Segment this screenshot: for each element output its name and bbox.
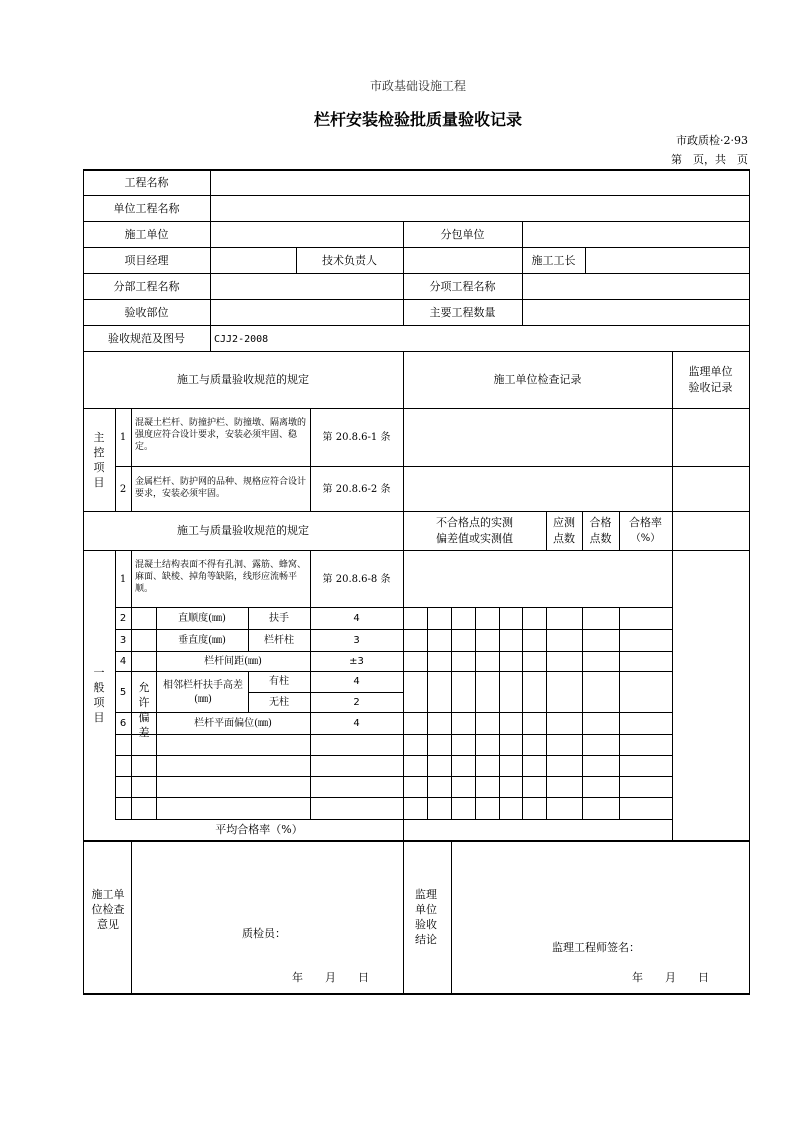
supervisor-header-1: 监理单位: [688, 365, 733, 378]
should-measure-header-2: 点数: [553, 532, 575, 545]
general-item-1-no: 1: [119, 574, 127, 585]
general-row-6-value: 4: [353, 718, 360, 729]
general-row-5-no: 5: [119, 687, 127, 698]
general-row-5-value-a: 4: [353, 676, 360, 687]
general-row-4-value: ±3: [349, 656, 364, 667]
acceptance-part-label: 验收部位: [124, 306, 169, 319]
pass-rate-header-2: （%）: [630, 533, 661, 544]
project-name-label: 工程名称: [124, 176, 169, 189]
general-row-4-no: 4: [119, 656, 127, 667]
general-row-2-no: 2: [119, 613, 127, 624]
unit-project-label: 单位工程名称: [113, 202, 180, 215]
general-row-6-name: 栏杆平面偏位(㎜): [194, 718, 272, 729]
form-code: 市政质检·2·93: [676, 134, 748, 147]
inspector-label: 质检员：: [242, 927, 286, 940]
should-measure-header-1: 应测: [553, 516, 575, 529]
measured-header-2: 偏差值或实测值: [436, 532, 513, 545]
general-row-3-name: 垂直度(㎜): [178, 635, 226, 646]
general-row-4-name: 栏杆间距(㎜): [204, 656, 262, 667]
general-row-5-value-b: 2: [353, 697, 360, 708]
foreman-label: 施工工长: [531, 254, 576, 267]
document-title: 栏杆安装检验批质量验收记录: [313, 110, 522, 129]
standard-value: CJJ2-2008: [214, 334, 269, 345]
general-row-2-value: 4: [353, 613, 360, 624]
tech-lead-label: 技术负责人: [322, 254, 377, 267]
standard-label: 验收规范及图号: [108, 332, 185, 345]
division-label: 分部工程名称: [113, 280, 180, 293]
date-right: 年 月 日: [632, 971, 709, 984]
subcontractor-label: 分包单位: [440, 228, 485, 241]
general-row-2-sub: 扶手: [269, 613, 289, 624]
supervisor-header-2: 验收记录: [688, 381, 733, 394]
general-row-3-no: 3: [119, 635, 127, 646]
general-row-2-name: 直顺度(㎜): [178, 613, 226, 624]
engineer-signature-label: 监理工程师签名：: [552, 941, 640, 954]
general-row-5-sub-b: 无柱: [269, 697, 289, 708]
contractor-opinion-label: 施工单位检查意见: [91, 888, 125, 931]
main-item-1-ref: 第 20.8.6-1 条: [322, 432, 391, 443]
average-pass-rate-label: 平均合格率（%）: [215, 823, 303, 836]
org-name: 市政基础设施工程: [369, 79, 466, 93]
project-manager-label: 项目经理: [124, 254, 169, 267]
main-item-2-desc: 金属栏杆、防护网的品种、规格应符合设计要求，安装必须牢固。: [135, 477, 307, 499]
main-item-1-desc: 混凝土栏杆、防撞护栏、防撞墩、隔离墩的强度应符合设计要求，安装必须牢固、稳定。: [135, 418, 307, 452]
general-row-3-value: 3: [353, 635, 360, 646]
measured-header-1: 不合格点的实测: [436, 516, 513, 529]
subitem-label: 分项工程名称: [429, 280, 496, 293]
pass-points-header-2: 点数: [589, 532, 612, 545]
pass-points-header-1: 合格: [589, 516, 612, 529]
general-row-5-sub-a: 有柱: [269, 676, 289, 687]
main-item-2-no: 2: [119, 484, 127, 495]
general-item-1-ref: 第 20.8.6-8 条: [322, 574, 391, 585]
page-number: 第 页，共 页: [671, 153, 748, 166]
record-header: 施工单位检查记录: [493, 373, 582, 386]
general-row-3-sub: 栏杆柱: [264, 635, 294, 646]
date-left: 年 月 日: [292, 971, 369, 984]
spec-header: 施工与质量验收规范的规定: [177, 373, 309, 386]
main-quantity-label: 主要工程数量: [429, 306, 496, 319]
tolerance-label: 允许偏差: [138, 681, 150, 739]
general-item-1-desc: 混凝土结构表面不得有孔洞、露筋、蜂窝、麻面、缺棱、掉角等缺陷，线形应流畅平顺。: [135, 560, 307, 594]
main-item-2-ref: 第 20.8.6-2 条: [322, 484, 391, 495]
general-row-5-name: 相邻栏杆扶手高差(㎜): [163, 680, 243, 705]
main-control-group-label: 主控项目: [93, 431, 105, 489]
pass-rate-header-1: 合格率: [629, 516, 662, 529]
general-group-label: 一般项目: [93, 666, 105, 724]
general-spec-header: 施工与质量验收规范的规定: [177, 524, 309, 537]
supervisor-conclusion-label: 监理单位验收结论: [415, 888, 437, 946]
main-item-1-no: 1: [119, 432, 127, 443]
general-row-6-no: 6: [119, 718, 127, 729]
contractor-label: 施工单位: [124, 228, 169, 241]
